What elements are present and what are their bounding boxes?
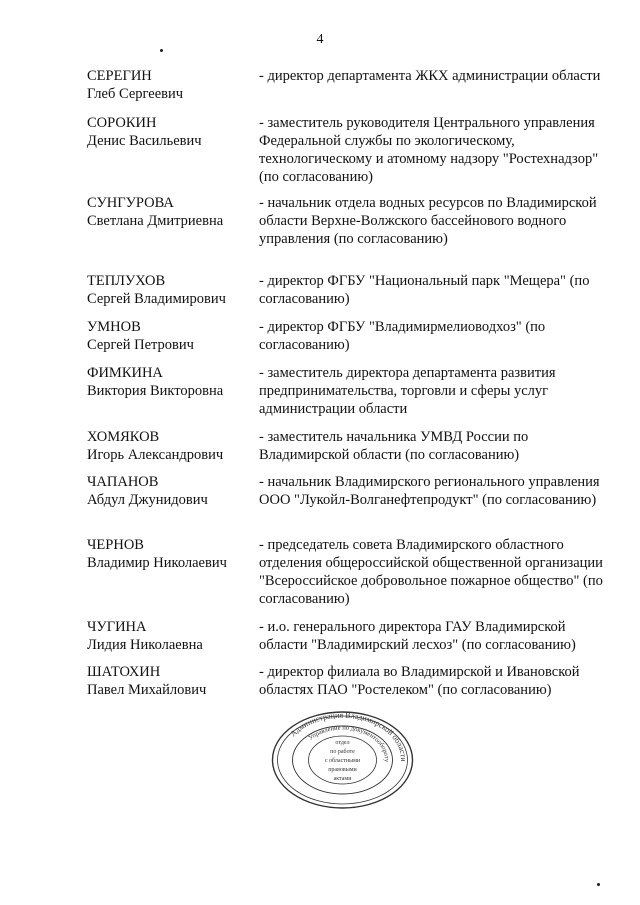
- surname: СУНГУРОВА: [87, 195, 174, 211]
- list-item: [87, 67, 607, 103]
- list-item: [87, 663, 607, 699]
- person-name: [87, 473, 259, 509]
- official-stamp: [270, 710, 415, 810]
- list-item: [87, 618, 607, 654]
- surname: ТЕПЛУХОВ: [87, 273, 166, 289]
- position-description: - заместитель начальника УМВД России по Владимирской области (по согласованию): [259, 429, 529, 463]
- list-item: [87, 318, 607, 354]
- person-name: [87, 663, 259, 699]
- list-item: [87, 536, 607, 608]
- given-name: Денис Васильевич: [87, 133, 202, 149]
- position-description: - директор ФГБУ "Национальный парк "Мещера" (по согласованию): [259, 273, 590, 307]
- page-number: 4: [316, 32, 324, 47]
- given-name: Глеб Сергеевич: [87, 86, 184, 102]
- position-description: - начальник отдела водных ресурсов по Владимирской области Верхне-Волжского бассейнового водного управления (по согласованию): [259, 195, 597, 247]
- person-name: [87, 428, 259, 464]
- stamp-center-line: с областными: [324, 758, 361, 764]
- person-name: [87, 194, 259, 248]
- surname: ШАТОХИН: [87, 664, 161, 680]
- given-name: Владимир Николаевич: [87, 555, 227, 571]
- list-item: [87, 428, 607, 464]
- given-name: Сергей Петрович: [87, 337, 194, 353]
- given-name: Игорь Александрович: [87, 447, 224, 463]
- given-name: Лидия Николаевна: [87, 637, 203, 653]
- person-name: [87, 618, 259, 654]
- given-name: Сергей Владимирович: [87, 291, 226, 307]
- position-description: - директор департамента ЖКХ администрации области: [259, 68, 601, 84]
- given-name: Светлана Дмитриевна: [87, 213, 224, 229]
- person-name: [87, 536, 259, 608]
- position-description: - директор ФГБУ "Владимирмелиоводхоз" (по согласованию): [259, 319, 546, 353]
- person-name: [87, 364, 259, 418]
- surname: ХОМЯКОВ: [87, 429, 160, 445]
- stamp-center-line: по работе: [330, 749, 355, 755]
- stamp-center-line: отдел: [335, 740, 350, 746]
- given-name: Виктория Викторовна: [87, 383, 224, 399]
- surname: СОРОКИН: [87, 115, 157, 131]
- surname: ЧАПАНОВ: [87, 474, 159, 490]
- list-item: [87, 473, 607, 509]
- scan-speck: [160, 49, 163, 52]
- list-item: [87, 114, 607, 186]
- stamp-inner-text: Управление по документообороту: [307, 724, 391, 763]
- list-item: [87, 364, 607, 418]
- position-description: - и.о. генерального директора ГАУ Владимирской области "Владимирский лесхоз" (по согласованию): [259, 619, 576, 653]
- person-name: [87, 318, 259, 354]
- surname: УМНОВ: [87, 319, 141, 335]
- person-name: [87, 67, 259, 103]
- surname: ЧЕРНОВ: [87, 537, 144, 553]
- stamp-center-line: актами: [333, 776, 352, 782]
- person-name: [87, 272, 259, 308]
- stamp-outer-text: Администрация Владимирской области: [288, 710, 409, 762]
- surname: ФИМКИНА: [87, 365, 163, 381]
- list-item: [87, 272, 607, 308]
- position-description: - директор филиала во Владимирской и Ивановской областях ПАО "Ростелеком" (по согласованию): [259, 664, 580, 698]
- stamp-center-line: правовыми: [328, 767, 357, 773]
- given-name: Павел Михайлович: [87, 682, 207, 698]
- position-description: - начальник Владимирского регионального управления ООО "Лукойл-Волганефтепродукт" (по согласованию): [259, 474, 600, 508]
- surname: ЧУГИНА: [87, 619, 147, 635]
- surname: СЕРЕГИН: [87, 68, 152, 84]
- scan-speck: [597, 883, 600, 886]
- person-name: [87, 114, 259, 186]
- position-description: - заместитель директора департамента развития предпринимательства, торговли и сферы услуг администрации области: [259, 365, 556, 417]
- position-description: - председатель совета Владимирского областного отделения общероссийской общественной организации "Всероссийское добровольное пожарное общество" (по согласованию): [259, 537, 603, 607]
- given-name: Абдул Джунидович: [87, 492, 208, 508]
- position-description: - заместитель руководителя Центрального управления Федеральной службы по экологическому, технологическому и атомному надзору "Ростехнадзор" (по согласованию): [259, 115, 599, 185]
- list-item: [87, 194, 607, 248]
